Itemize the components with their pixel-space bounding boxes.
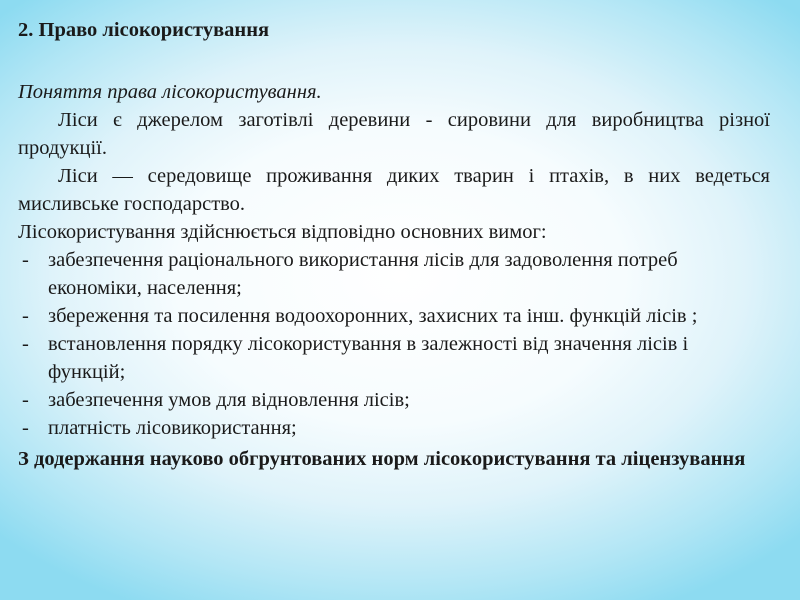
section-subtitle: Поняття права лісокористування.	[18, 81, 322, 103]
list-item: - збереження та посилення водоохоронних, захисних та інш. функцій лісів ;	[18, 302, 753, 330]
requirements-intro: Лісокористування здійснюється відповідно основних вимог:	[18, 221, 547, 243]
list-item: - встановлення порядку лісокористування в залежності від значення лісів і функцій;	[18, 330, 753, 386]
list-item: - забезпечення умов для відновлення лісів;	[18, 386, 678, 414]
slide-content	[18, 16, 770, 473]
final-statement: З додержання науково обгрунтованих норм лісокористування та ліцензування	[18, 448, 746, 470]
list-item: - платність лісовикористання;	[18, 414, 678, 442]
paragraph-forests-habitat: Ліси — середовище проживання диких тварин і птахів, в них ведеться мисливське господарство.	[18, 165, 770, 215]
list-item: - забезпечення раціонального використання лісів для задоволення потреб економіки, населення;	[18, 246, 678, 302]
slide-title: 2. Право лісокористування	[18, 19, 270, 41]
spacer	[18, 44, 770, 78]
paragraph-forests-resources: Ліси є джерелом заготівлі деревини - сировини для виробництва різної продукції.	[18, 109, 770, 159]
requirements-list	[18, 246, 770, 442]
